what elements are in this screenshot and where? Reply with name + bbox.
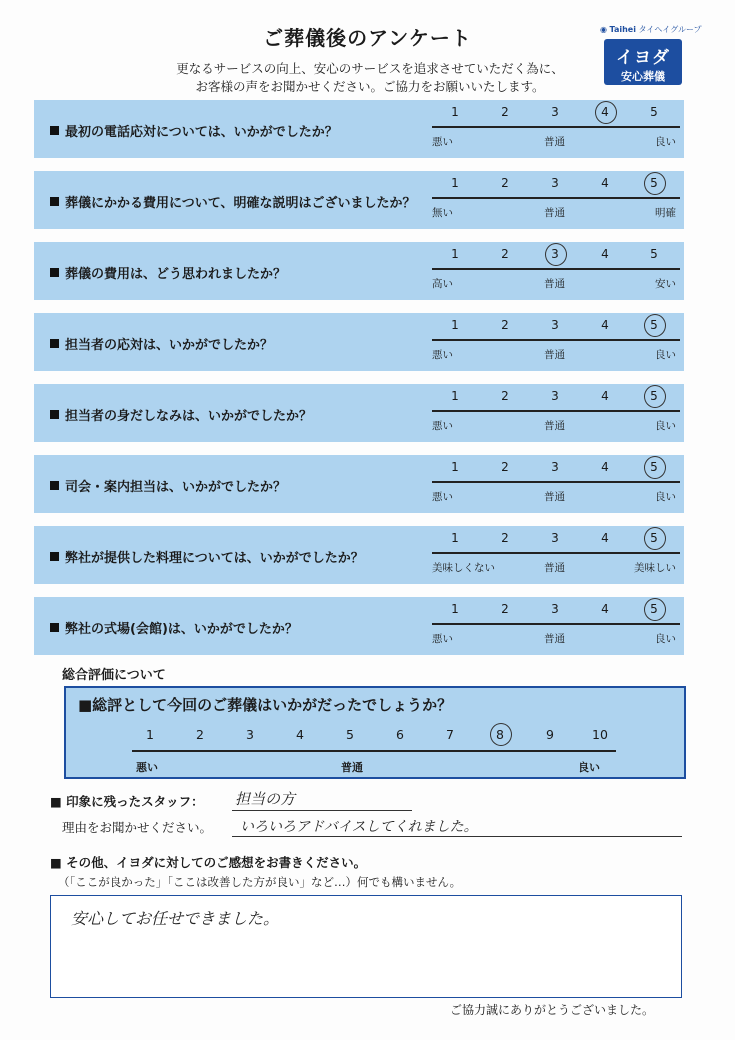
selected-circle <box>644 527 666 550</box>
high-label: 美味しい <box>634 562 676 574</box>
rating-line <box>432 410 680 412</box>
rating-scale <box>432 247 682 265</box>
other-hint: （「ここが良かった」「ここは改善した方が良い」など…）何でも構いません。 <box>58 875 462 889</box>
staff-answer[interactable]: 担当の方 <box>235 790 296 808</box>
question-text <box>50 476 286 495</box>
rating-option[interactable]: 4 <box>601 176 609 190</box>
question-label: 弊社の式場(会館)は、いかがでしたか？ <box>65 622 298 637</box>
rating-option[interactable]: 1 <box>451 105 459 119</box>
logo-name: イヨダ <box>616 48 670 68</box>
selected-circle <box>644 598 666 621</box>
rating-option[interactable]: 1 <box>451 531 459 545</box>
low-label: 悪い <box>432 136 453 148</box>
group-label <box>600 24 702 35</box>
overall-rating-option[interactable]: 2 <box>196 727 204 742</box>
selected-circle <box>644 385 666 408</box>
rating-option[interactable]: 5 <box>650 460 658 474</box>
question-row <box>34 526 684 584</box>
rating-option[interactable]: 5 <box>650 247 658 261</box>
bullet-square-icon <box>50 410 59 419</box>
question-row <box>34 597 684 655</box>
rating-option[interactable]: 3 <box>551 318 559 332</box>
rating-option[interactable]: 4 <box>601 531 609 545</box>
rating-option[interactable]: 3 <box>551 460 559 474</box>
thanks-text: ご協力誠にありがとうございました。 <box>450 1003 655 1017</box>
low-label: 高い <box>432 278 453 290</box>
selected-circle <box>644 172 666 195</box>
comment-text: 安心してお任せできました。 <box>71 909 280 928</box>
overall-rating-option[interactable]: 8 <box>496 727 504 742</box>
high-label: 明確 <box>655 207 676 219</box>
mid-label: 普通 <box>544 278 565 290</box>
selected-circle <box>595 101 617 124</box>
selected-circle <box>545 243 567 266</box>
overall-mid-label: 普通 <box>341 761 363 774</box>
other-label: ■ その他、イヨダに対してのご感想をお書きください。 <box>50 855 367 870</box>
mid-label: 普通 <box>544 136 565 148</box>
question-text <box>50 618 298 637</box>
overall-rating-option[interactable]: 6 <box>396 727 404 742</box>
overall-rating-option[interactable]: 4 <box>296 727 304 742</box>
rating-option[interactable]: 5 <box>650 602 658 616</box>
rating-option[interactable]: 2 <box>501 247 509 261</box>
rating-option[interactable]: 4 <box>601 389 609 403</box>
overall-rating-option[interactable]: 10 <box>592 727 608 742</box>
mid-label: 普通 <box>544 491 565 503</box>
staff-label: ■ 印象に残ったスタッフ： <box>50 794 204 809</box>
question-text <box>50 547 364 566</box>
reason-answer[interactable]: いろいろアドバイスしてくれました。 <box>240 819 478 835</box>
question-label: 弊社が提供した料理については、いかがでしたか？ <box>65 551 364 566</box>
overall-scale <box>66 727 688 745</box>
rating-scale <box>432 176 682 194</box>
rating-line <box>432 268 680 270</box>
taihei-icon: ◉ <box>600 25 607 34</box>
low-label: 悪い <box>432 349 453 361</box>
rating-option[interactable]: 3 <box>551 531 559 545</box>
logo-group: タイヘイグループ <box>638 25 702 34</box>
rating-line <box>432 481 680 483</box>
rating-scale <box>432 531 682 549</box>
rating-option[interactable]: 5 <box>650 389 658 403</box>
bullet-square-icon <box>50 339 59 348</box>
company-logo <box>600 24 702 85</box>
rating-scale <box>432 389 682 407</box>
bullet-square-icon <box>50 126 59 135</box>
bullet-square-icon <box>50 481 59 490</box>
rating-option[interactable]: 1 <box>451 389 459 403</box>
rating-option[interactable]: 2 <box>501 389 509 403</box>
question-row <box>34 100 684 158</box>
rating-option[interactable]: 1 <box>451 247 459 261</box>
bullet-square-icon <box>50 623 59 632</box>
question-row <box>34 455 684 513</box>
rating-option[interactable]: 2 <box>501 531 509 545</box>
question-text <box>50 263 286 282</box>
rating-option[interactable]: 4 <box>601 602 609 616</box>
selected-circle <box>644 314 666 337</box>
high-label: 良い <box>655 633 676 645</box>
question-label: 葬儀の費用は、どう思われましたか？ <box>65 267 287 282</box>
rating-option[interactable]: 4 <box>601 105 609 119</box>
page-title: ご葬儀後のアンケート <box>263 26 472 50</box>
question-label: 最初の電話応対については、いかがでしたか？ <box>65 125 338 140</box>
bullet-square-icon <box>50 197 59 206</box>
rating-option[interactable]: 3 <box>551 247 559 261</box>
mid-label: 普通 <box>544 349 565 361</box>
question-row <box>34 384 684 442</box>
staff-underline <box>232 810 412 811</box>
overall-rating-option[interactable]: 1 <box>146 727 154 742</box>
high-label: 良い <box>655 136 676 148</box>
rating-line <box>432 126 680 128</box>
overall-scale-line <box>132 750 616 752</box>
high-label: 良い <box>655 491 676 503</box>
comment-box[interactable] <box>50 895 682 998</box>
rating-option[interactable]: 1 <box>451 318 459 332</box>
question-row <box>34 242 684 300</box>
logo-box <box>604 39 682 85</box>
overall-selected-circle <box>490 723 512 746</box>
rating-option[interactable]: 4 <box>601 247 609 261</box>
high-label: 良い <box>655 349 676 361</box>
question-text <box>50 121 338 140</box>
mid-label: 普通 <box>544 420 565 432</box>
reason-underline <box>232 836 682 837</box>
question-label: 担当者の応対は、いかがでしたか？ <box>65 338 274 353</box>
question-label: 司会・案内担当は、いかがでしたか？ <box>65 480 287 495</box>
rating-scale <box>432 460 682 478</box>
rating-scale <box>432 318 682 336</box>
question-label: 葬儀にかかる費用について、明確な説明はございましたか？ <box>65 196 416 211</box>
rating-option[interactable]: 5 <box>650 318 658 332</box>
overall-rating-box <box>64 686 686 779</box>
rating-option[interactable]: 1 <box>451 602 459 616</box>
question-text <box>50 192 415 211</box>
overall-heading: 総合評価について <box>62 668 166 683</box>
rating-option[interactable]: 3 <box>551 602 559 616</box>
rating-option[interactable]: 1 <box>451 176 459 190</box>
high-label: 良い <box>655 420 676 432</box>
question-row <box>34 171 684 229</box>
mid-label: 普通 <box>544 207 565 219</box>
rating-option[interactable]: 3 <box>551 176 559 190</box>
overall-high-label: 良い <box>578 761 600 774</box>
overall-low-label: 悪い <box>136 761 158 774</box>
overall-rating-option[interactable]: 7 <box>446 727 454 742</box>
rating-option[interactable]: 5 <box>650 531 658 545</box>
rating-option[interactable]: 4 <box>601 318 609 332</box>
overall-rating-option[interactable]: 9 <box>546 727 554 742</box>
rating-option[interactable]: 2 <box>501 105 509 119</box>
rating-line <box>432 623 680 625</box>
logo-brand: Taihei <box>609 25 636 34</box>
question-text <box>50 405 312 424</box>
rating-option[interactable]: 4 <box>601 460 609 474</box>
rating-option[interactable]: 2 <box>501 318 509 332</box>
bullet-square-icon <box>50 552 59 561</box>
selected-circle <box>644 456 666 479</box>
question-text <box>50 334 273 353</box>
rating-scale <box>432 602 682 620</box>
intro-line-2: お客様の声をお聞かせください。ご協力をお願いいたします。 <box>195 79 545 94</box>
mid-label: 普通 <box>544 562 565 574</box>
low-label: 悪い <box>432 420 453 432</box>
question-row <box>34 313 684 371</box>
rating-option[interactable]: 3 <box>551 105 559 119</box>
reason-label: 理由をお聞かせください。 <box>62 820 213 835</box>
high-label: 安い <box>655 278 676 290</box>
low-label: 悪い <box>432 633 453 645</box>
mid-label: 普通 <box>544 633 565 645</box>
intro-text <box>140 60 600 96</box>
overall-rating-option[interactable]: 5 <box>346 727 354 742</box>
intro-line-1: 更なるサービスの向上、安心のサービスを追求させていただく為に、 <box>176 61 564 76</box>
rating-scale <box>432 105 682 123</box>
rating-option[interactable]: 3 <box>551 389 559 403</box>
rating-option[interactable]: 1 <box>451 460 459 474</box>
overall-rating-option[interactable]: 3 <box>246 727 254 742</box>
rating-option[interactable]: 5 <box>650 105 658 119</box>
question-label: 担当者の身だしなみは、いかがでしたか？ <box>65 409 313 424</box>
low-label: 無い <box>432 207 453 219</box>
low-label: 美味しくない <box>432 562 495 574</box>
bullet-square-icon <box>50 268 59 277</box>
rating-option[interactable]: 2 <box>501 460 509 474</box>
rating-line <box>432 197 680 199</box>
overall-question: ■総評として今回のご葬儀はいかがだったでしょうか？ <box>78 696 453 714</box>
rating-line <box>432 339 680 341</box>
low-label: 悪い <box>432 491 453 503</box>
rating-option[interactable]: 2 <box>501 176 509 190</box>
rating-option[interactable]: 5 <box>650 176 658 190</box>
logo-tagline: 安心葬儀 <box>621 70 665 83</box>
rating-line <box>432 552 680 554</box>
rating-option[interactable]: 2 <box>501 602 509 616</box>
